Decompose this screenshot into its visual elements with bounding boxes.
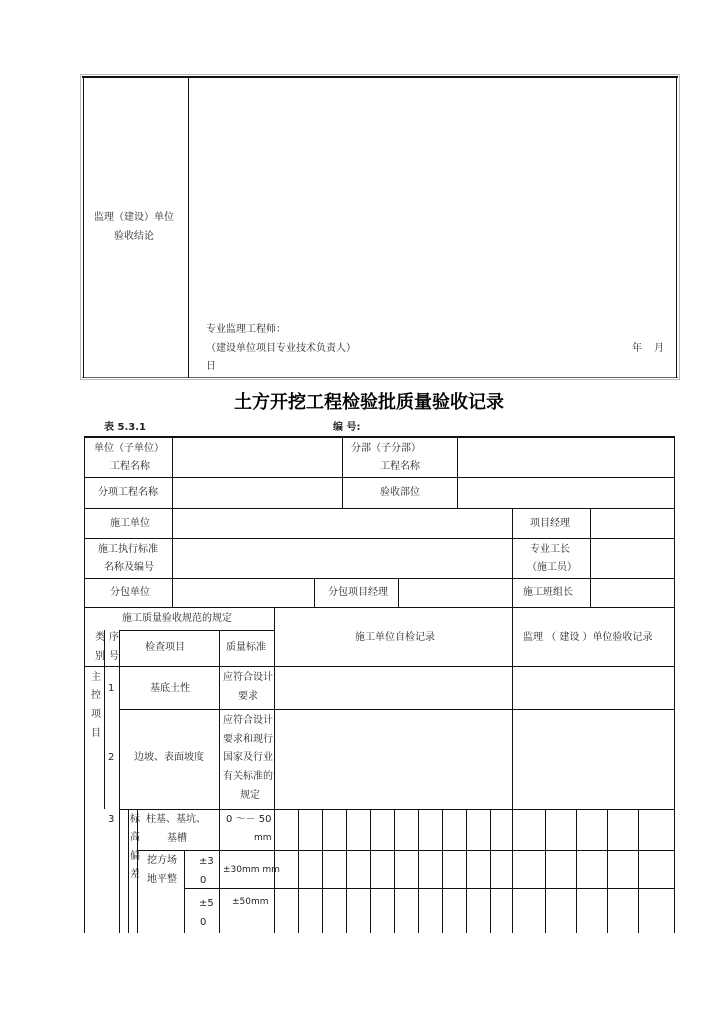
- level-tolerance-2: 0: [200, 875, 207, 886]
- quality-standard-header: 质量标准: [226, 642, 266, 653]
- serial-number-label: 编 号:: [333, 422, 361, 433]
- item-name: 基底土性: [150, 683, 190, 694]
- item-name: 边坡、表面坡度: [134, 752, 204, 763]
- owner-label: （建设单位项目专业技术负责人）: [206, 343, 356, 354]
- table-number: 表 5.3.1: [104, 422, 146, 433]
- item-number: 3: [108, 814, 115, 825]
- tolerance-50-2: 0: [200, 917, 207, 928]
- main-control-char: 主: [91, 672, 101, 683]
- seq-label-2: 号: [109, 651, 119, 662]
- spec-title: 施工质量验收规范的规定: [122, 613, 232, 624]
- elevation-char: 标: [130, 814, 140, 825]
- seq-label: 序: [109, 632, 119, 643]
- elevation-char: 高: [130, 832, 140, 843]
- level-standard: ±30mm mm: [223, 865, 280, 875]
- unit-name-label: 单位（子单位）: [94, 443, 164, 454]
- item-standard-line: 应符合设计: [223, 715, 273, 726]
- foreman-label: 专业工长: [530, 544, 570, 555]
- main-control-char: 控: [91, 690, 101, 701]
- pit-standard-unit: mm: [254, 833, 272, 843]
- standard-label: 施工执行标准: [98, 544, 158, 555]
- sub-pm-label: 分包项目经理: [328, 587, 388, 598]
- foreman-label-2: （施工员）: [527, 562, 577, 573]
- supervisor-record-header: 监理 （ 建设 ）单位验收记录: [523, 632, 653, 643]
- date-year: 年: [632, 343, 642, 354]
- check-item-header: 检查项目: [145, 642, 185, 653]
- item-standard-line: 规定: [240, 790, 260, 801]
- level-label-2: 地平整: [147, 874, 177, 885]
- category-label: 类: [95, 632, 105, 643]
- engineer-label: 专业监理工程师：: [206, 324, 286, 335]
- item-project-label: 分项工程名称: [98, 487, 158, 498]
- tolerance-50: ±5: [199, 898, 214, 909]
- item-standard: 应符合设计: [223, 672, 273, 683]
- elevation-char: 偏: [130, 851, 140, 862]
- subcontractor-label: 分包单位: [110, 587, 150, 598]
- supervisor-conclusion-label: 监理（建设）单位: [94, 212, 174, 223]
- main-control-char: 项: [91, 709, 101, 720]
- pit-label-2: 基槽: [167, 833, 187, 844]
- page-title: 土方开挖工程检验批质量验收记录: [234, 392, 504, 413]
- category-label-2: 别: [95, 651, 105, 662]
- pit-label: 柱基、基坑、: [146, 814, 206, 825]
- level-tolerance: ±3: [199, 856, 214, 867]
- acceptance-part-label: 验收部位: [380, 487, 420, 498]
- item-standard-line: 国家及行业: [223, 752, 273, 763]
- sub-part-label: 分部（子分部）: [351, 443, 421, 454]
- supervisor-conclusion-label-2: 验收结论: [114, 231, 154, 242]
- elevation-char: 差: [130, 869, 140, 880]
- item-number: 1: [108, 683, 115, 694]
- item-standard-line: 要求和现行: [223, 734, 273, 745]
- team-leader-label: 施工班组长: [523, 587, 573, 598]
- date-day: 日: [206, 361, 216, 372]
- standard-label-2: 名称及编号: [104, 562, 154, 573]
- self-check-header: 施工单位自检记录: [355, 632, 435, 643]
- project-manager-label: 项目经理: [530, 518, 570, 529]
- item-standard-line: 有关标准的: [223, 771, 273, 782]
- level-label: 挖方场: [147, 855, 177, 866]
- tolerance-50-standard: ±50mm: [232, 897, 269, 907]
- pit-standard: 0 ～－ 50: [226, 814, 272, 825]
- sub-part-label-2: 工程名称: [380, 461, 420, 472]
- date-month: 月: [654, 343, 664, 354]
- construction-unit-label: 施工单位: [110, 518, 150, 529]
- item-number: 2: [108, 752, 115, 763]
- unit-name-label-2: 工程名称: [110, 461, 150, 472]
- main-control-char: 目: [91, 728, 101, 739]
- item-standard-2: 要求: [238, 691, 258, 702]
